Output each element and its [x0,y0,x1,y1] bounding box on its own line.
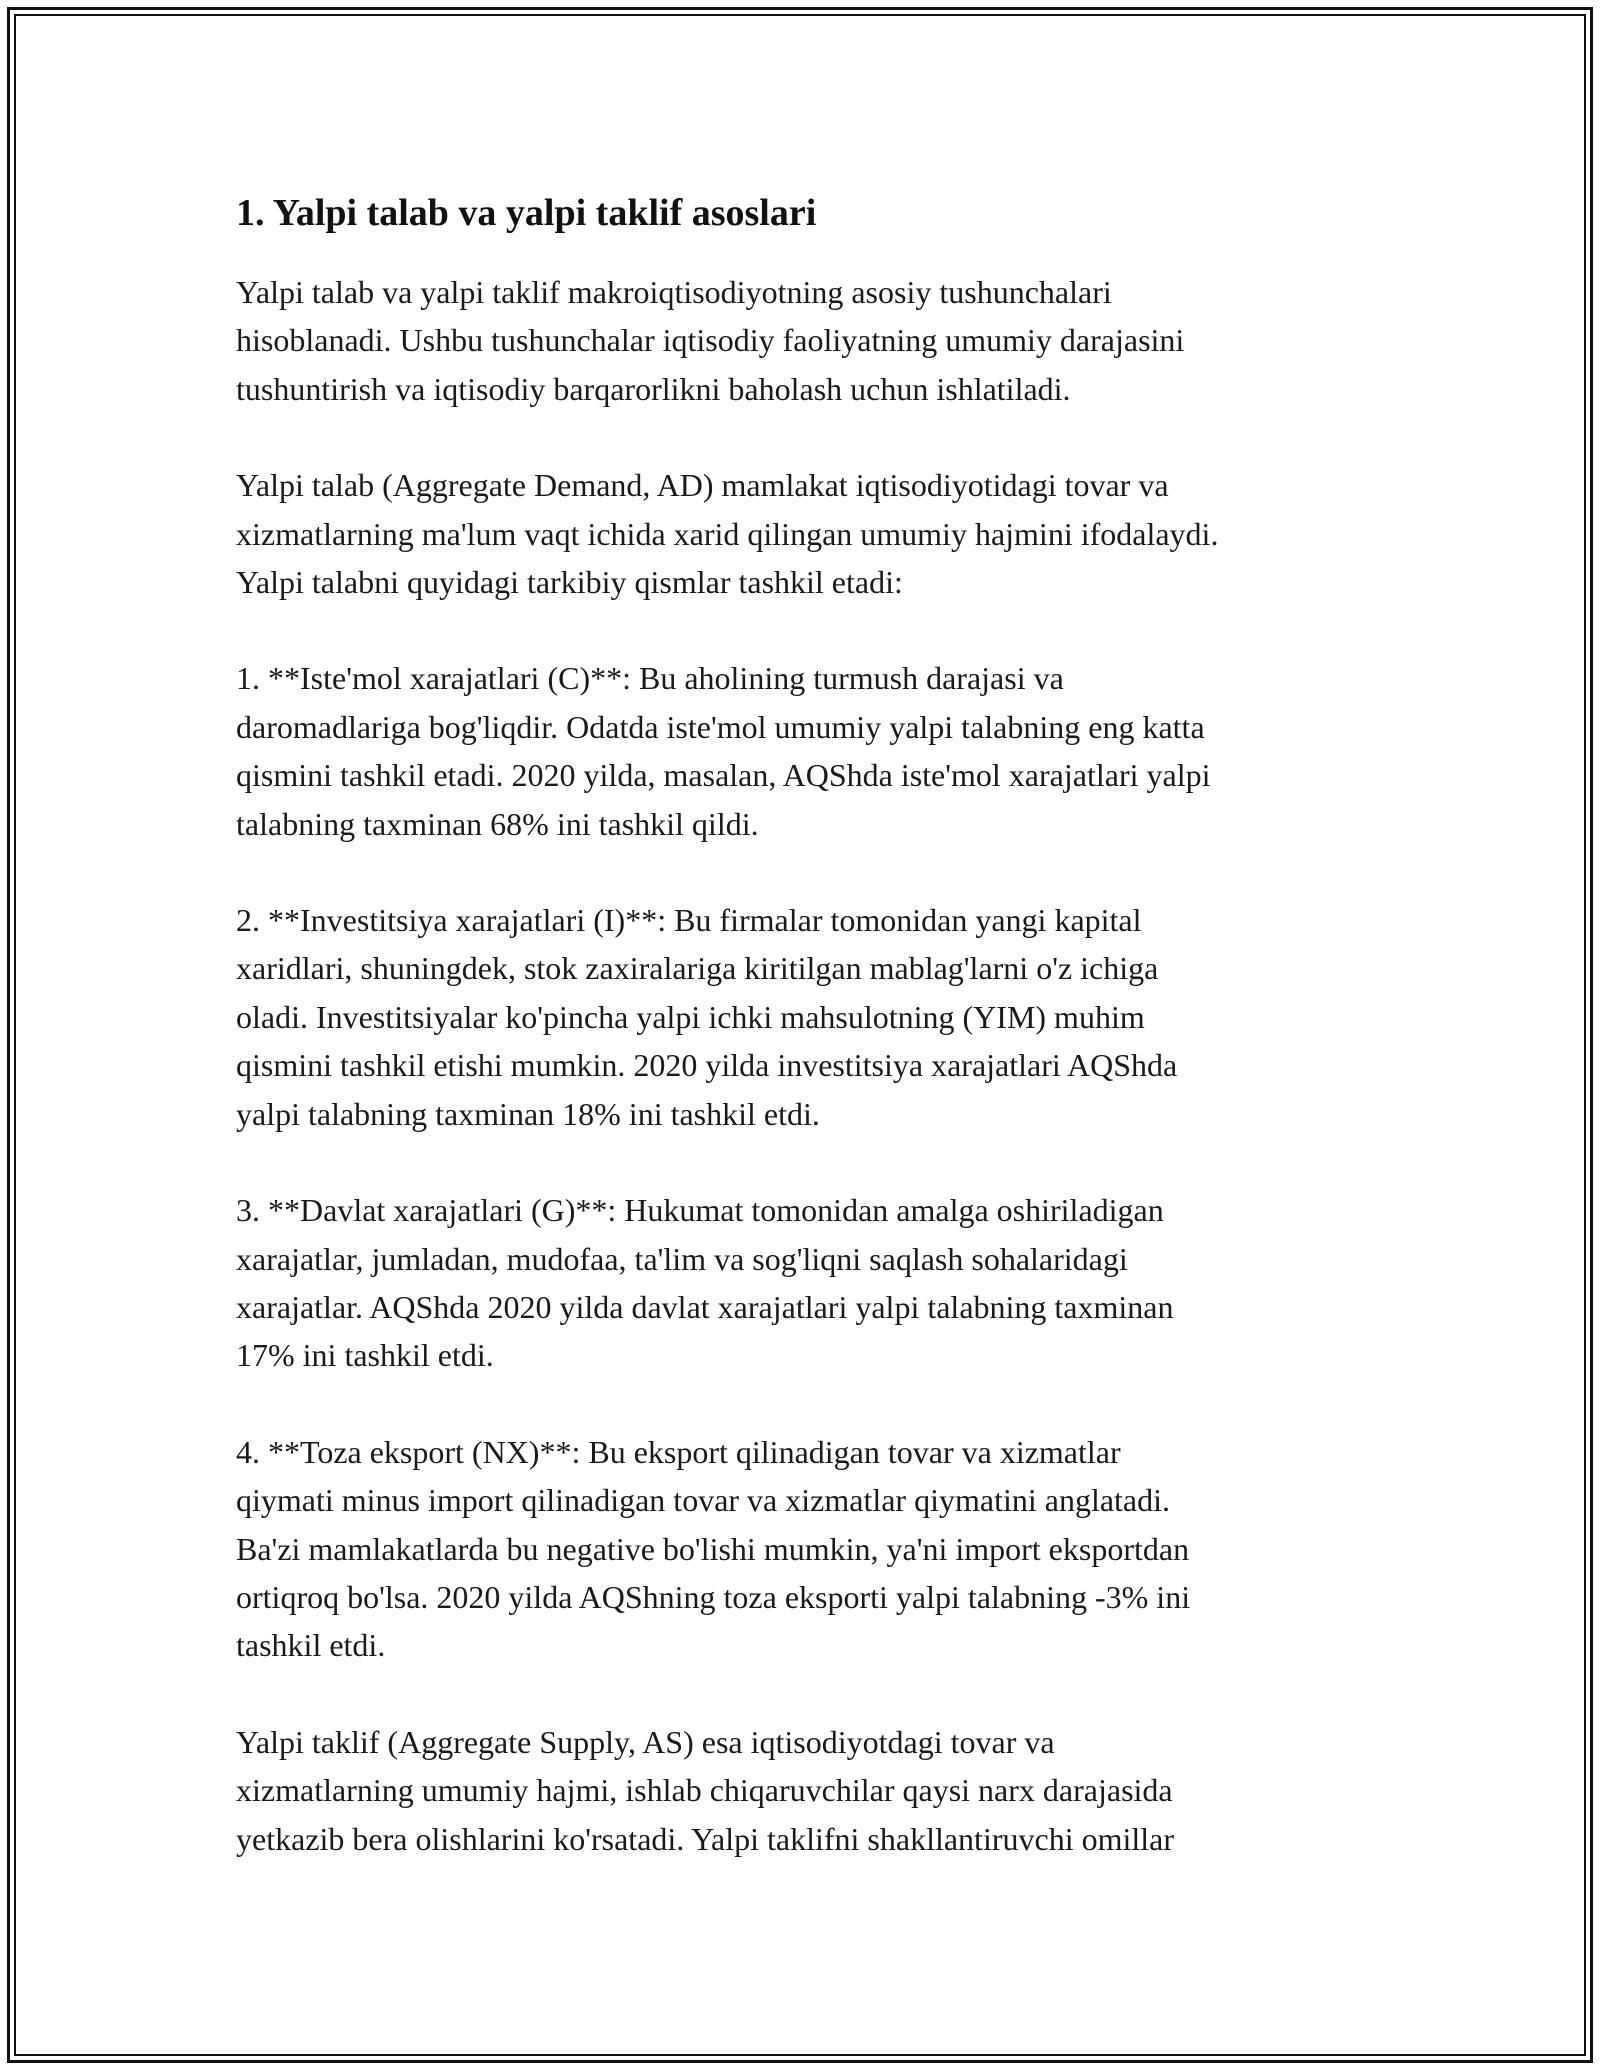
text-line: oladi. Investitsiyalar ko'pincha yalpi ichki mahsulotning (YIM) muhim [236,998,1145,1035]
text-line: 17% ini tashkil etdi. [236,1337,494,1374]
text-line: Yalpi taklif (Aggregate Supply, AS) esa iqtisodiyotdagi tovar va [236,1723,1055,1760]
text-line: xaridlari, shuningdek, stok zaxiralariga kiritilgan mablag'larni o'z ichiga [236,950,1159,987]
text-line: ortiqroq bo'lsa. 2020 yilda AQShning toza eksporti yalpi talabning -3% ini [236,1578,1191,1615]
text-line: Yalpi talab va yalpi taklif makroiqtisodiyotning asosiy tushunchalari [236,274,1112,310]
paragraph-intro [236,268,1376,413]
text-line: xizmatlarning ma'lum vaqt ichida xarid qilingan umumiy hajmini ifodalaydi. [236,515,1219,552]
text-line: qismini tashkil etadi. 2020 yilda, masalan, AQShda iste'mol xarajatlari yalpi [236,757,1211,794]
text-line: Ba'zi mamlakatlarda bu negative bo'lishi mumkin, ya'ni import eksportdan [236,1530,1190,1567]
text-line: 1. **Iste'mol xarajatlari (C)**: Bu aholining turmush darajasi va [236,660,1064,697]
text-line: xarajatlar, jumladan, mudofaa, ta'lim va sog'liqni saqlash sohalaridagi [236,1240,1128,1277]
text-line: tashkil etdi. [236,1627,386,1664]
text-line: qiymati minus import qilinadigan tovar va xizmatlar qiymatini anglatadi. [236,1482,1171,1519]
section-heading: 1. Yalpi talab va yalpi taklif asoslari [236,192,817,234]
text-line: hisoblanadi. Ushbu tushunchalar iqtisodiy faoliyatning umumiy darajasini [236,322,1185,359]
text-line: xizmatlarning umumiy hajmi, ishlab chiqaruvchilar qaysi narx darajasida [236,1772,1173,1809]
text-line: 2. **Investitsiya xarajatlari (I)**: Bu firmalar tomonidan yangi kapital [236,902,1142,939]
paragraph-aggregate-supply [236,1718,1376,1863]
paragraph-aggregate-demand [236,461,1376,606]
text-line: Yalpi talab (Aggregate Demand, AD) mamlakat iqtisodiyotidagi tovar va [236,467,1169,504]
document-page [236,188,1376,1911]
text-line: daromadlariga bog'liqdir. Odatda iste'mol umumiy yalpi talabning eng katta [236,708,1205,745]
text-line: tushuntirish va iqtisodiy barqarorlikni baholash uchun ishlatiladi. [236,370,1071,407]
text-line: yetkazib bera olishlarini ko'rsatadi. Yalpi taklifni shakllantiruvchi omillar [236,1820,1174,1857]
text-line: Yalpi talabni quyidagi tarkibiy qismlar tashkil etadi: [236,564,903,601]
text-line: talabning taxminan 68% ini tashkil qildi. [236,805,759,842]
text-line: yalpi talabning taxminan 18% ini tashkil etdi. [236,1095,820,1132]
text-line: 4. **Toza eksport (NX)**: Bu eksport qilinadigan tovar va xizmatlar [236,1433,1121,1470]
paragraph-net-export [236,1428,1376,1670]
paragraph-investment [236,896,1376,1138]
paragraph-government [236,1186,1376,1380]
text-line: xarajatlar. AQShda 2020 yilda davlat xarajatlari yalpi talabning taxminan [236,1288,1174,1325]
paragraph-consumption [236,654,1376,848]
text-line: 3. **Davlat xarajatlari (G)**: Hukumat tomonidan amalga oshiriladigan [236,1192,1164,1229]
document-body [236,268,1376,1863]
text-line: qismini tashkil etishi mumkin. 2020 yilda investitsiya xarajatlari AQShda [236,1047,1178,1084]
